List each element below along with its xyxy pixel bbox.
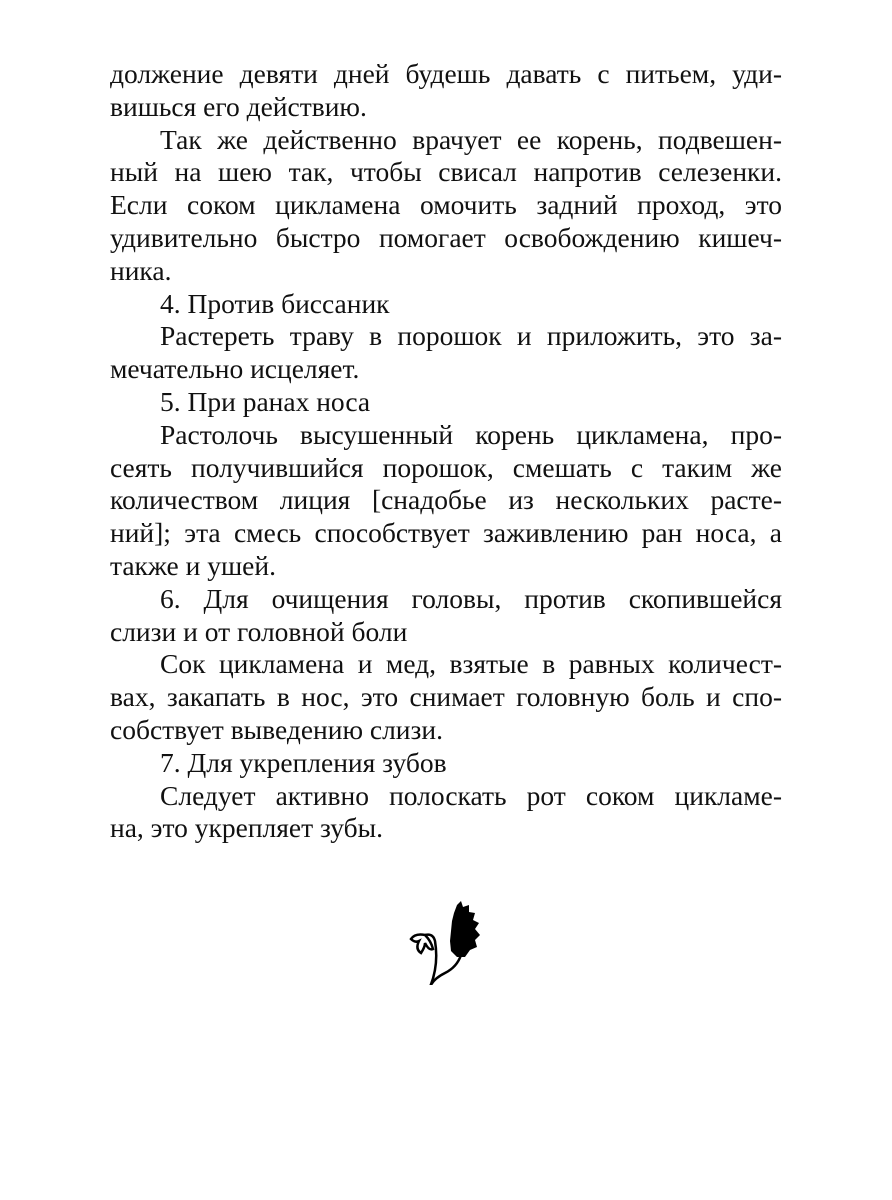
text-line: Растолочь высушенный корень цикламена, про- xyxy=(160,418,782,450)
text-line: вишься его действию. xyxy=(110,90,367,122)
text-line: ный на шею так, чтобы свисал напротив селезенки. xyxy=(110,156,782,188)
text-line: сеять получившийся порошок, смешать с таким же xyxy=(110,451,782,483)
text-line: также и ушей. xyxy=(110,549,276,581)
text-line: Если соком цикламена омочить задний проход, это xyxy=(110,189,782,221)
text-line: должение девяти дней будешь давать с питьем, уди- xyxy=(110,58,782,89)
text-line: собствует выведению слизи. xyxy=(110,713,443,745)
text-line: Так же действенно врачует ее корень, подвешен- xyxy=(160,123,782,155)
text-line: 5. При ранах носа xyxy=(160,385,371,417)
text-line: 4. Против биссаник xyxy=(160,287,390,319)
text-line: удивительно быстро помогает освобождению кишеч- xyxy=(110,221,782,253)
document-body xyxy=(110,58,782,845)
text-line: ника. xyxy=(110,254,172,286)
text-line: вах, закапать в нос, это снимает головную боль и спо- xyxy=(110,681,782,713)
text-line: ний]; эта смесь способствует заживлению ран носа, а xyxy=(110,517,782,549)
text-line: количеством лиция [снадобье из нескольких расте- xyxy=(110,484,782,516)
text-line: мечательно исцеляет. xyxy=(110,353,360,385)
text-line: Растереть траву в порошок и приложить, это за- xyxy=(160,320,782,352)
text-line: Сок цикламена и мед, взятые в равных количест- xyxy=(160,648,782,680)
text-line: 6. Для очищения головы, против скопившейся xyxy=(160,582,782,614)
text-line: слизи и от головной боли xyxy=(110,615,408,647)
text-line: на, это укрепляет зубы. xyxy=(110,812,384,844)
text-line: 7. Для укрепления зубов xyxy=(160,746,447,778)
cyclamen-flower-icon xyxy=(405,895,495,985)
text-line: Следует активно полоскать рот соком цикламе- xyxy=(160,779,782,811)
